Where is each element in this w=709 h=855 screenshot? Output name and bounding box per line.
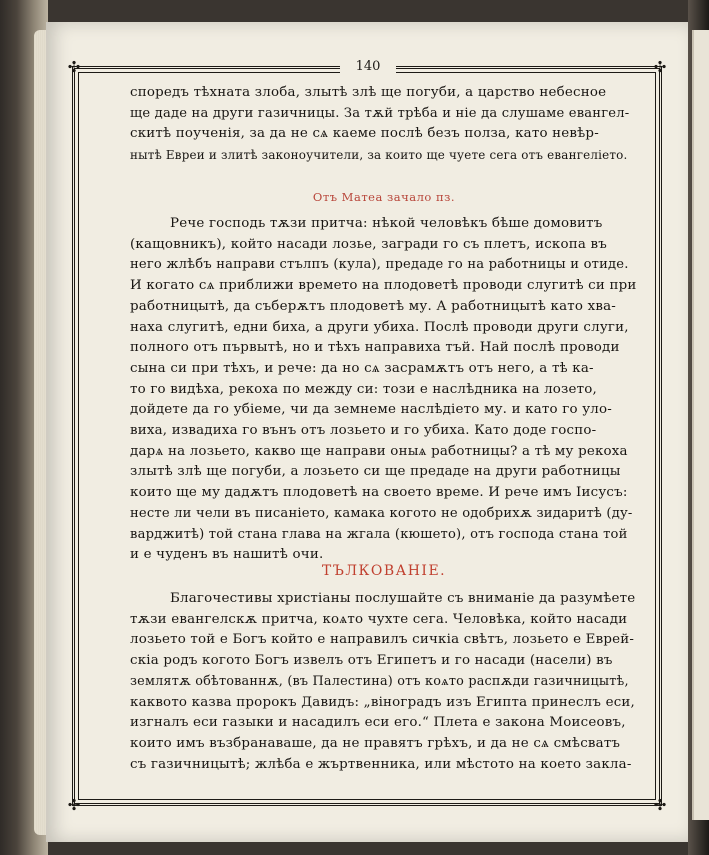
text-line: наха слугитѣ, едни биха, а други убиха. Послѣ проводи други слуги,: [130, 319, 629, 335]
text-line: И когато сѧ приближи времето на плодоветѣ проводи слугитѣ си при: [130, 278, 637, 294]
text-line: (кащовникъ), който насади лозье, загради го съ плетъ, ископа въ: [130, 236, 607, 252]
corner-ornament-icon: ✣: [67, 796, 81, 814]
facing-page-edge: [688, 0, 709, 855]
text-line: ще даде на други газичницы. За тѫй трѣба и ніе да слушаме евангел-: [130, 105, 630, 121]
text-line: варджитѣ) той стана глава на жгала (кюшето), отъ господа стана той: [130, 526, 628, 542]
reading-heading: Отъ Матеа зачало пз.: [312, 190, 456, 204]
corner-ornament-icon: ✣: [67, 58, 81, 76]
corner-ornament-icon: ✣: [653, 796, 667, 814]
text-line: скіа родъ когото Богъ извелъ отъ Египетъ и го насади (насели) въ: [130, 653, 613, 669]
text-line: тѫзи евангелскѫ притча, коѧто чухте сега. Человѣка, който насади: [130, 611, 628, 627]
gospel-paragraph: [130, 214, 638, 566]
text-line: каквото казва пророкъ Давидъ: „віноградъ изъ Египта принеслъ еси,: [130, 694, 635, 710]
text-line: Рече господь тѫзи притча: нѣкой человѣкъ бѣше домовитъ: [170, 216, 603, 231]
text-line: то го видѣха, рекоха по между си: този е наслѣдника на лозето,: [130, 381, 598, 397]
text-line: дарѧ на лозьето, какво ще направи оныѧ работницы? а тѣ му рекоха: [130, 443, 628, 459]
commentary-heading: ТЪЛКОВАНІЕ.: [321, 563, 447, 579]
text-line: и е чуденъ въ нашитѣ очи.: [130, 547, 324, 563]
text-line: работницытѣ, да съберѫтъ плодоветѣ му. А работницытѣ като хва-: [130, 298, 616, 314]
text-line: злытѣ злѣ ще погуби, а лозьето си ще предаде на други работницы: [130, 464, 621, 480]
text-line: съ газичницытѣ; жлѣба е жъртвенника, или мѣстото на което закла-: [130, 756, 632, 772]
text-line: изгналъ еси газыки и насадилъ еси его.“ Плета е закона Моисеовъ,: [130, 715, 626, 731]
text-line: споредъ тѣхната злоба, злытѣ злѣ ще погуби, а царство небесное: [130, 85, 607, 100]
text-line: скитѣ поученія, за да не сѧ каеме послѣ безъ полза, като невѣр-: [130, 126, 599, 142]
intro-paragraph: [130, 83, 638, 166]
text-line: несте ли чели въ писаніето, камака когото не одобрихѫ зидаритѣ (ду-: [130, 505, 633, 521]
text-line: дойдете да го убіеме, чи да земнеме наслѣдіето му. и като го уло-: [130, 402, 612, 418]
commentary-paragraph: [130, 589, 638, 775]
text-line: лозьето той е Богъ който е направилъ сичкіа свѣтъ, лозьето е Еврей-: [130, 632, 635, 648]
text-line: полного отъ първытѣ, но и тѣхъ направиха тъй. Най послѣ проводи: [130, 340, 620, 356]
page-number: 140: [340, 59, 396, 74]
text-line: които имъ възбранаваше, да не правятъ грѣхъ, и да не сѧ смѣсватъ: [130, 735, 621, 751]
text-line: нытѣ Евреи и злитѣ законоучители, за които ще чуете сега отъ евангеліето.: [130, 148, 628, 163]
text-line: виха, извадиха го вънъ отъ лозьето и го убиха. Като доде госпо-: [130, 423, 597, 439]
text-line: него жлѣбъ направи стълпъ (кула), предаде го на работницы и отиде.: [130, 257, 629, 273]
text-line: сына си при тѣхъ, и рече: да но сѧ засрамѫтъ отъ него, а тѣ ка-: [130, 360, 594, 376]
corner-ornament-icon: ✣: [653, 58, 667, 76]
text-line: които ще му дадѫтъ плодоветѣ на своето време. И рече имъ Іисусъ:: [130, 485, 628, 501]
text-line: Благочестивы христіаны послушайте съ вниманіе да разумѣете: [170, 591, 636, 606]
text-line: землятѫ обѣтованнѫ, (въ Палестина) отъ коѧто распѫди газичницытѣ,: [130, 673, 629, 689]
